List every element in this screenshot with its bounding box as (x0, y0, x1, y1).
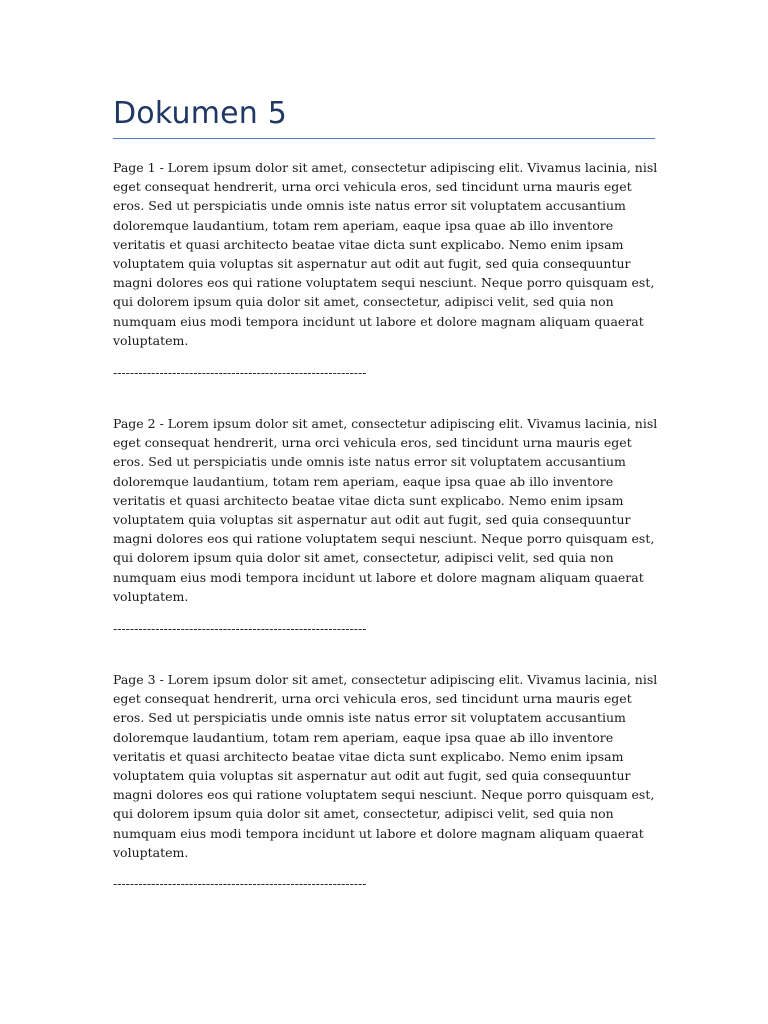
page-3-paragraph: Page 3 - Lorem ipsum dolor sit amet, consectetur adipiscing elit. Vivamus lacinia, nisl eget consequat hendrerit, urna orci vehicula eros, sed tincidunt urna mauris eget eros. Sed ut perspiciatis unde omnis iste natus error sit voluptatem accusantium doloremque laudantium, totam rem aperiam, eaque ipsa quae ab illo inventore veritatis et quasi architecto beatae vitae dicta sunt explicabo. Nemo enim ipsam voluptatem quia voluptas sit aspernatur aut odit aut fugit, sed quia consequuntur magni dolores eos qui ratione voluptatem sequi nesciunt. Neque porro quisquam est, qui dolorem ipsum quia dolor sit amet, consectetur, adipisci velit, sed quia non numquam eius modi tempora incidunt ut labore et dolore magnam aliquam quaerat voluptatem. (113, 672, 658, 860)
document-title: Dokumen 5 (113, 96, 288, 131)
page-1-separator: ------------------------------------------------------------ (113, 365, 367, 380)
page-2-separator: ------------------------------------------------------------ (113, 621, 367, 636)
page-3-separator: ------------------------------------------------------------ (113, 876, 367, 891)
page-1-paragraph: Page 1 - Lorem ipsum dolor sit amet, consectetur adipiscing elit. Vivamus lacinia, nisl eget consequat hendrerit, urna orci vehicula eros, sed tincidunt urna mauris eget eros. Sed ut perspiciatis unde omnis iste natus error sit voluptatem accusantium doloremque laudantium, totam rem aperiam, eaque ipsa quae ab illo inventore veritatis et quasi architecto beatae vitae dicta sunt explicabo. Nemo enim ipsam voluptatem quia voluptas sit aspernatur aut odit aut fugit, sed quia consequuntur magni dolores eos qui ratione voluptatem sequi nesciunt. Neque porro quisquam est, qui dolorem ipsum quia dolor sit amet, consectetur, adipisci velit, sed quia non numquam eius modi tempora incidunt ut labore et dolore magnam aliquam quaerat voluptatem. (113, 160, 658, 348)
title-underline-divider (113, 138, 655, 139)
page-2-paragraph: Page 2 - Lorem ipsum dolor sit amet, consectetur adipiscing elit. Vivamus lacinia, nisl eget consequat hendrerit, urna orci vehicula eros, sed tincidunt urna mauris eget eros. Sed ut perspiciatis unde omnis iste natus error sit voluptatem accusantium doloremque laudantium, totam rem aperiam, eaque ipsa quae ab illo inventore veritatis et quasi architecto beatae vitae dicta sunt explicabo. Nemo enim ipsam voluptatem quia voluptas sit aspernatur aut odit aut fugit, sed quia consequuntur magni dolores eos qui ratione voluptatem sequi nesciunt. Neque porro quisquam est, qui dolorem ipsum quia dolor sit amet, consectetur, adipisci velit, sed quia non numquam eius modi tempora incidunt ut labore et dolore magnam aliquam quaerat voluptatem. (113, 416, 658, 604)
